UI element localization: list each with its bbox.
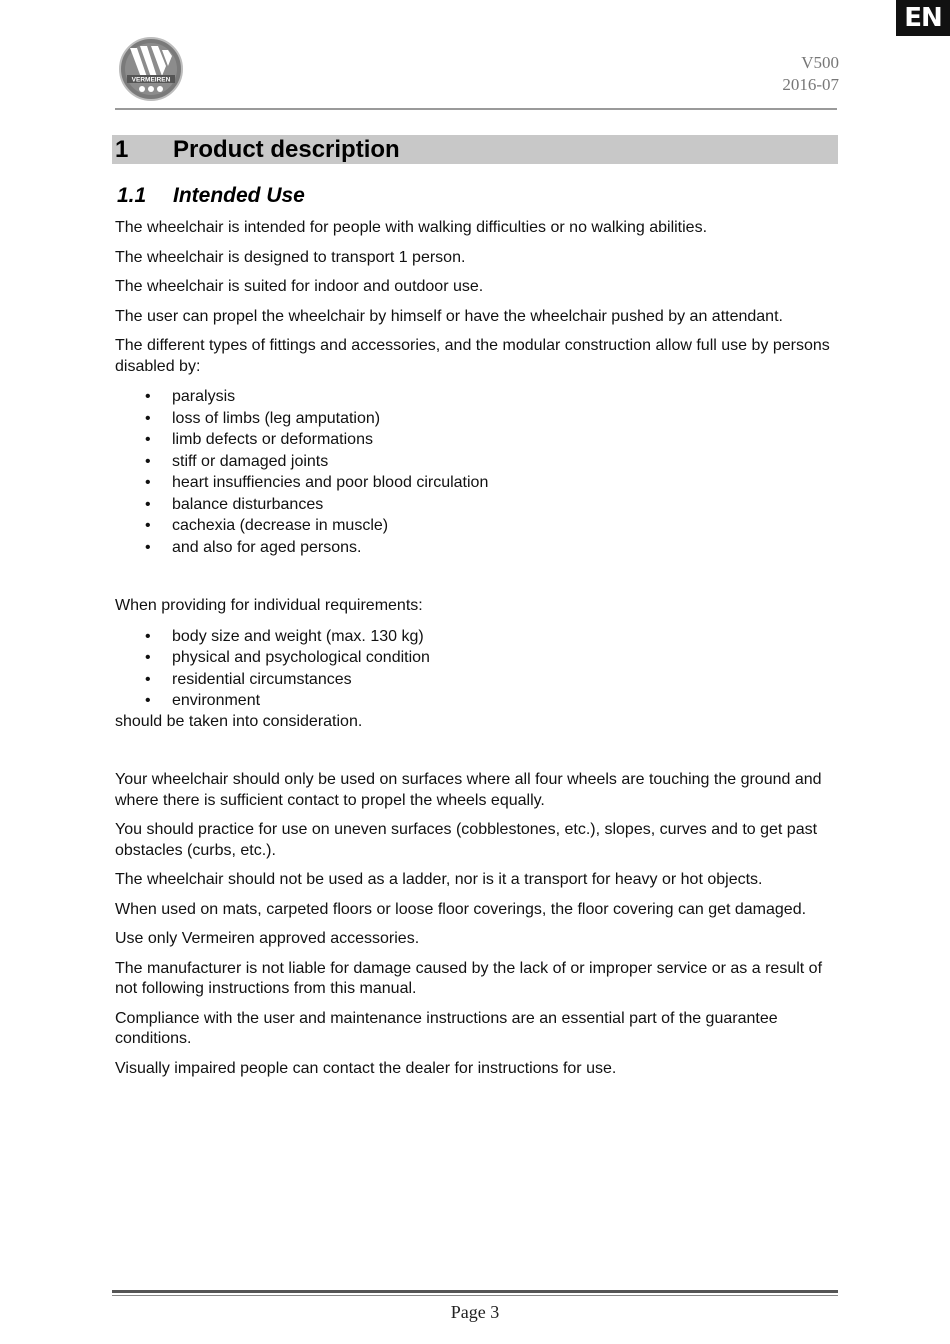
section-title: Product description [173,136,400,163]
list-item: • heart insuffiencies and poor blood circulation [115,472,837,494]
paragraph: When used on mats, carpeted floors or loose floor coverings, the floor covering can get damaged. [115,900,807,918]
section-number: 1 [115,136,129,163]
model-number: V500 [801,53,839,72]
vermeiren-logo [118,36,184,102]
paragraph: When providing for individual requirements: [115,597,423,614]
paragraph: should be taken into consideration. [115,712,363,730]
language-tab: EN [896,0,950,36]
subsection-title: Intended Use [173,184,305,207]
paragraph: Compliance with the user and maintenance instructions are an essential part of the guarantee conditions. [115,1009,778,1047]
list-item: • loss of limbs (leg amputation) [115,408,837,430]
subsection-heading [117,182,305,210]
paragraph: Use only Vermeiren approved accessories. [115,930,420,947]
logo-text: VERMEIREN [131,76,171,84]
revision-date: 2016-07 [782,75,839,94]
paragraph: The user can propel the wheelchair by himself or have the wheelchair pushed by an attendant. [115,307,783,325]
paragraph: The different types of fittings and accessories, and the modular construction allow full use by persons disabled by: [115,337,830,375]
list-item: • environment [115,690,837,712]
paragraph: Visually impaired people can contact the dealer for instructions for use. [115,1059,617,1077]
footer-divider-thin [112,1295,838,1296]
list-item: • limb defects or deformations [115,429,837,451]
page-number: Page 3 [450,1302,500,1322]
disability-list [115,386,837,558]
section-heading [112,135,838,164]
list-item: • body size and weight (max. 130 kg) [115,626,837,648]
paragraph: The wheelchair should not be used as a ladder, nor is it a transport for heavy or hot objects. [115,871,763,888]
list-item: • residential circumstances [115,669,837,691]
footer-divider [112,1290,838,1293]
header-divider [115,108,837,110]
list-item: • physical and psychological condition [115,647,837,669]
list-item: • and also for aged persons. [115,537,837,559]
paragraph: You should practice for use on uneven surfaces (cobblestones, etc.), slopes, curves and to get past obstacles (curbs, etc.). [115,821,818,859]
list-item: • balance disturbances [115,494,837,516]
requirements-list [115,626,837,712]
paragraph: The wheelchair is designed to transport 1 person. [115,248,466,266]
list-item: • stiff or damaged joints [115,451,837,473]
list-item: • paralysis [115,386,837,408]
document-meta [782,52,839,96]
body-content [115,218,837,1088]
subsection-number: 1.1 [117,184,147,207]
paragraph: The manufacturer is not liable for damage caused by the lack of or improper service or as a result of not following instructions from this manual. [115,959,823,997]
paragraph: The wheelchair is suited for indoor and outdoor use. [115,278,484,295]
list-item: • cachexia (decrease in muscle) [115,515,837,537]
paragraph: Your wheelchair should only be used on surfaces where all four wheels are touching the ground and where there is sufficient contact to propel the wheels equally. [115,771,822,809]
paragraph: The wheelchair is intended for people with walking difficulties or no walking abilities. [115,219,708,236]
